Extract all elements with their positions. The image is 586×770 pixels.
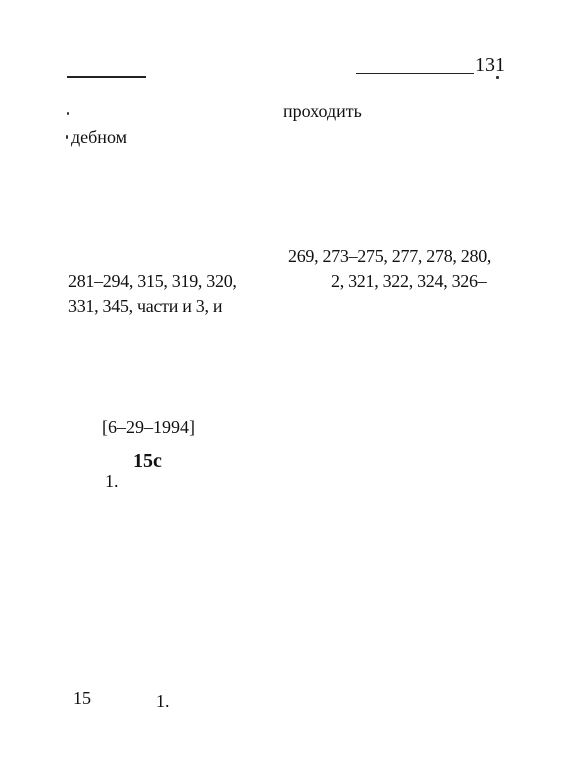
- text-line-5-left: 331, 345, части и 3, и: [68, 296, 223, 316]
- section-heading: 15с: [133, 450, 162, 472]
- header-rule-left: [67, 76, 146, 78]
- text-line-2-left: дебном: [71, 127, 127, 147]
- text-line-1-right: проходить: [283, 101, 362, 121]
- list-item-number: 1.: [105, 471, 119, 491]
- speck: [66, 135, 68, 139]
- speck: [496, 76, 499, 79]
- text-line-4-left: 281–294, 315, 319, 320,: [68, 271, 237, 291]
- date-reference: [6–29–1994]: [102, 417, 195, 437]
- footer-number: 15: [73, 688, 91, 708]
- page-number: 131: [475, 54, 505, 76]
- text-line-3-right: 269, 273–275, 277, 278, 280,: [288, 246, 492, 266]
- footer-item-number: 1.: [156, 691, 170, 711]
- speck: [67, 112, 69, 115]
- text-line-4-right: 2, 321, 322, 324, 326–: [331, 271, 487, 291]
- header-rule-right: [356, 73, 474, 74]
